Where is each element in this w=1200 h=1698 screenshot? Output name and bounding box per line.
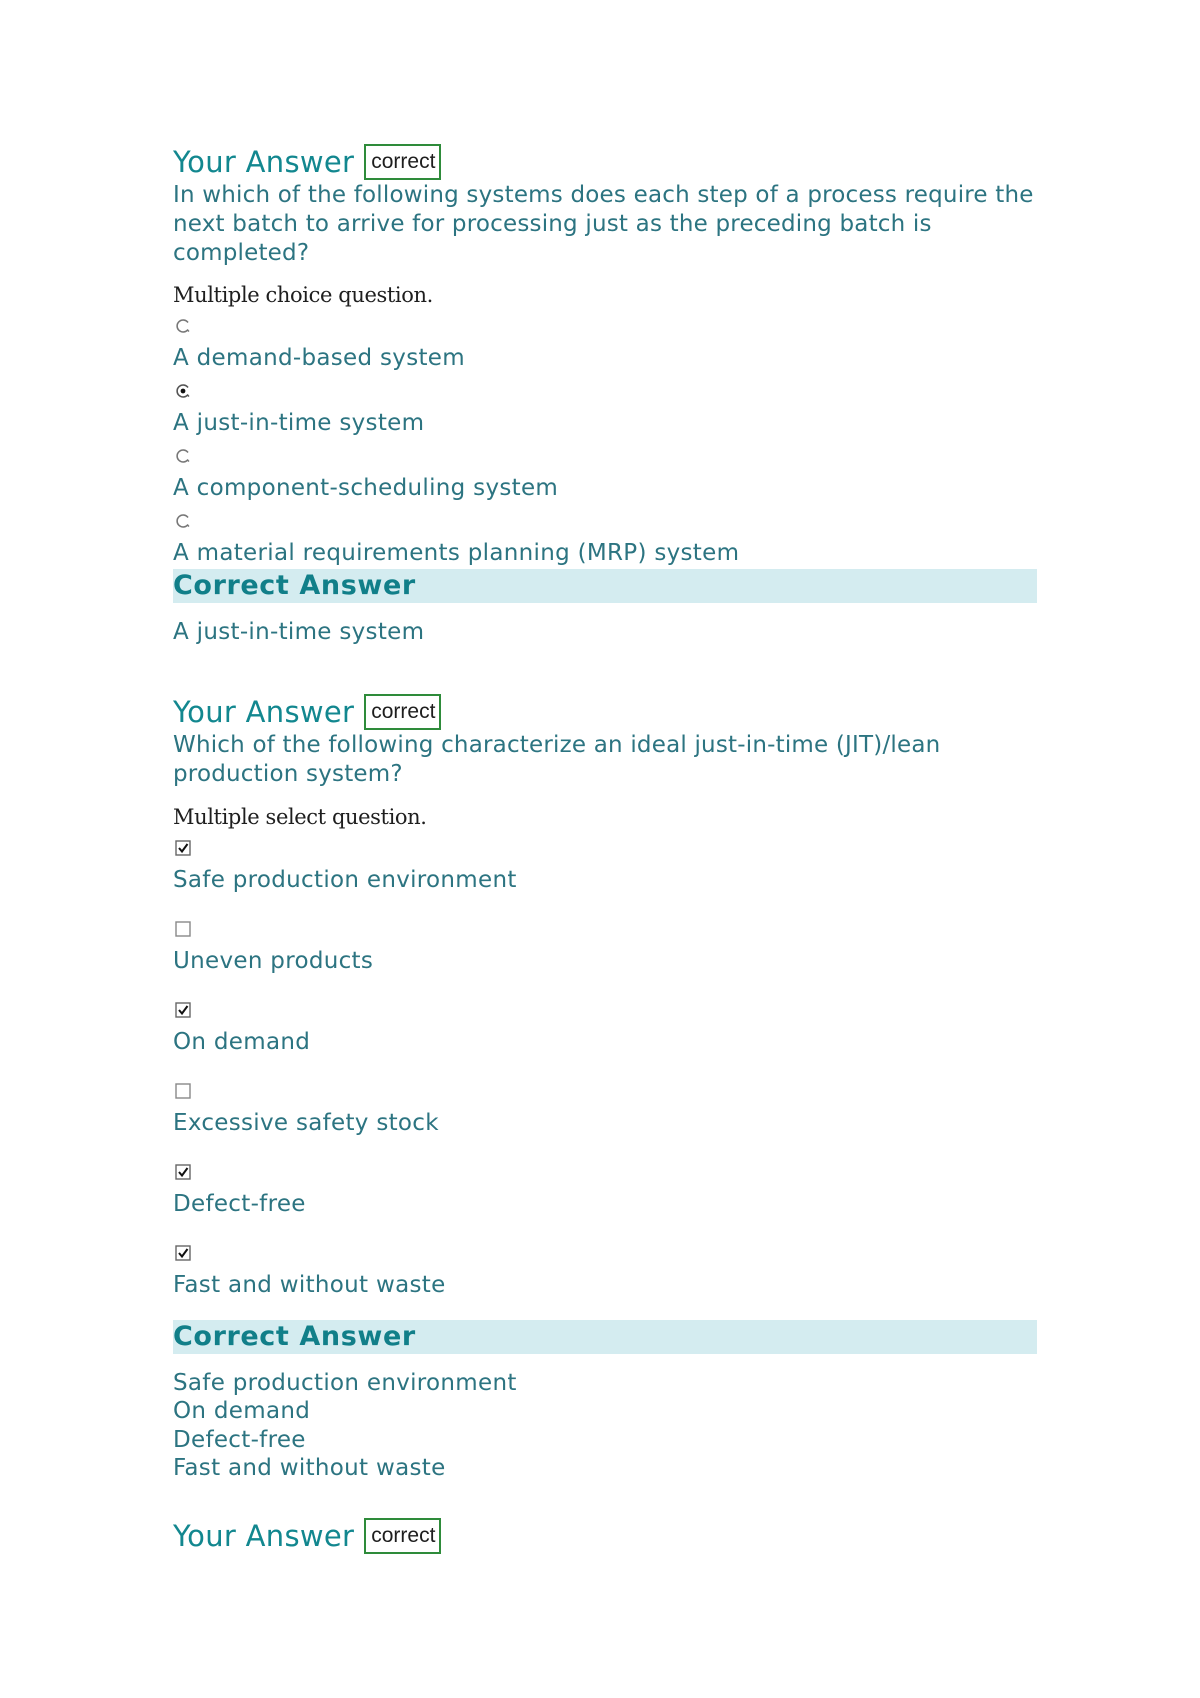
q1-option-2-label: A just-in-time system xyxy=(173,410,425,436)
q2-option-4-label: Excessive safety stock xyxy=(173,1110,439,1136)
q1-correct-answer-bar xyxy=(173,569,1037,603)
q1-correct-answer-heading: Correct Answer xyxy=(173,570,416,601)
q2-question-text: Which of the following characterize an ideal just-in-time (JIT)/lean production system? xyxy=(173,732,941,787)
q2-option-1-label: Safe production environment xyxy=(173,867,517,893)
q1-option-4-label: A material requirements planning (MRP) system xyxy=(173,540,740,566)
q2-correct-answer-3: Defect-free xyxy=(173,1427,306,1453)
q3-status-badge: correct xyxy=(364,1518,441,1554)
q3-your-answer-header xyxy=(173,1517,441,1555)
q2-status-badge: correct xyxy=(364,694,441,730)
q1-option-2-radio[interactable] xyxy=(175,383,191,399)
q1-option-1-radio[interactable] xyxy=(175,318,191,334)
q2-your-answer-header xyxy=(173,693,441,731)
q1-question-type: Multiple choice question. xyxy=(173,283,433,307)
q2-option-6-label: Fast and without waste xyxy=(173,1272,446,1298)
q2-option-6-checkbox[interactable] xyxy=(175,1245,191,1261)
q2-correct-answer-heading: Correct Answer xyxy=(173,1321,416,1352)
q2-option-5-label: Defect-free xyxy=(173,1191,306,1217)
q1-correct-answer-1: A just-in-time system xyxy=(173,619,425,645)
q2-option-2-label: Uneven products xyxy=(173,948,374,974)
q1-option-1-label: A demand-based system xyxy=(173,345,465,371)
q2-option-4-checkbox[interactable] xyxy=(175,1083,191,1099)
q2-option-2-checkbox[interactable] xyxy=(175,921,191,937)
q2-question-type: Multiple select question. xyxy=(173,805,427,829)
q1-option-4-radio[interactable] xyxy=(175,513,191,529)
q1-question-text: In which of the following systems does each step of a process require the next batch to arrive for processing just as the preceding batch is completed? xyxy=(173,182,1034,266)
q1-your-answer-header xyxy=(173,143,441,181)
q1-option-3-radio[interactable] xyxy=(175,448,191,464)
q2-correct-answer-1: Safe production environment xyxy=(173,1370,517,1396)
q2-option-1-checkbox[interactable] xyxy=(175,840,191,856)
q2-option-5-checkbox[interactable] xyxy=(175,1164,191,1180)
q2-your-answer-label: Your Answer xyxy=(173,695,355,729)
q3-your-answer-label: Your Answer xyxy=(173,1519,355,1553)
q2-correct-answer-4: Fast and without waste xyxy=(173,1455,446,1481)
q2-correct-answer-2: On demand xyxy=(173,1398,311,1424)
q1-your-answer-label: Your Answer xyxy=(173,145,355,179)
q2-option-3-label: On demand xyxy=(173,1029,311,1055)
q2-option-3-checkbox[interactable] xyxy=(175,1002,191,1018)
q2-correct-answer-bar xyxy=(173,1320,1037,1354)
q1-option-3-label: A component-scheduling system xyxy=(173,475,559,501)
q1-status-badge: correct xyxy=(364,144,441,180)
